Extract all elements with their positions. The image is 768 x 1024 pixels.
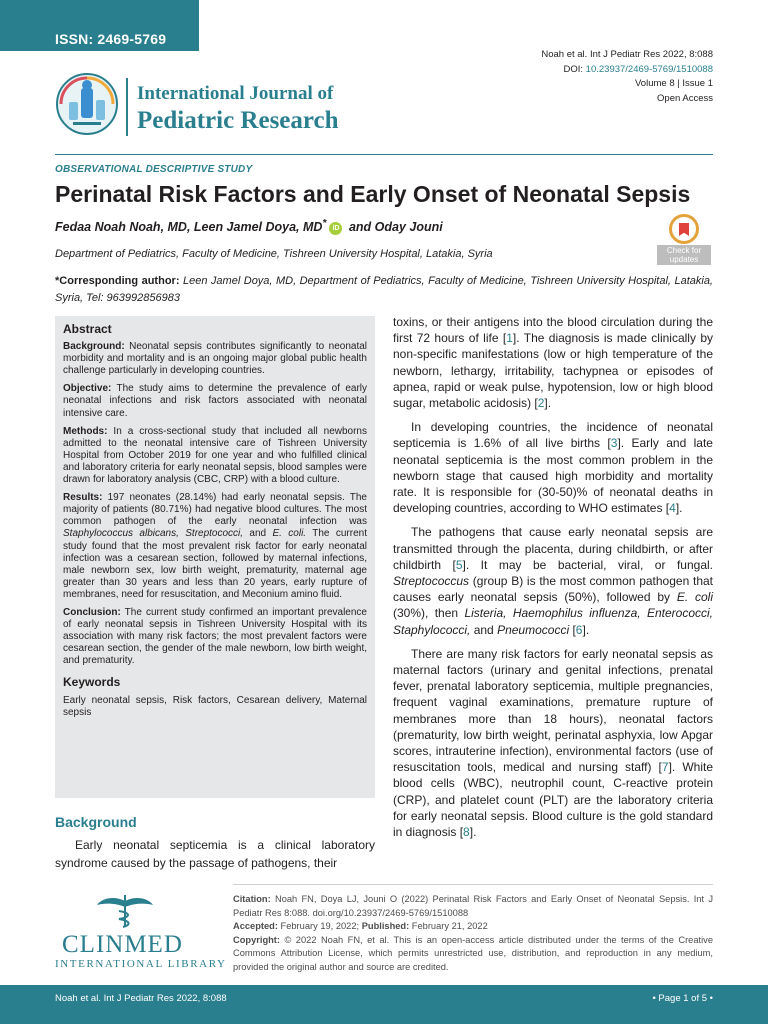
text-run: [ — [569, 622, 576, 637]
reference-link[interactable]: 4 — [669, 501, 676, 516]
corr-label: *Corresponding author: — [55, 275, 180, 287]
text-run: ]. White blood cells (WBC), neutrophil count, C-reactive protein (CRP), and platelet count (PLT) are the laboratory criteria for early neonatal sepsis. Blood culture is the gold standard in diagnosis [ — [393, 760, 713, 840]
check-for-updates-label: Check for updates — [657, 245, 711, 265]
open-access: Open Access — [657, 92, 713, 104]
page-footer — [0, 985, 768, 1024]
bookmark-icon — [669, 214, 699, 244]
study-type: OBSERVATIONAL DESCRIPTIVE STUDY — [55, 164, 253, 175]
journal-name-line2: Pediatric Research — [137, 107, 339, 134]
issn: ISSN: 2469-5769 — [55, 31, 167, 47]
accepted-label: Accepted: — [233, 921, 278, 931]
abstract-objective-label: Objective: — [63, 383, 112, 395]
abstract-objective-text: The study aims to determine the prevalence of early neonatal infections and risk factors associated with neonatal intensive care. — [63, 383, 367, 419]
abstract-background-label: Background: — [63, 341, 125, 353]
copyright-text: © 2022 Noah FN, et al. This is an open-access article distributed under the terms of the Creative Commons Attribution License, which permits unrestricted use, distribution, and reproduction in any medium, provided the original author and source are credited. — [233, 934, 713, 972]
background-heading: Background — [55, 814, 137, 830]
abstract-conclusion-text: The current study confirmed an important prevalence of early neonatal sepsis in Tishreen University Hospital with its association with many risk factors; the most prevalent factors were cesarean section, the gender of the male newborn, low birth weight, and prematurity. — [63, 606, 367, 667]
text-run: In developing countries, the incidence of neonatal septicemia is 1.6% of all live births [ — [393, 420, 713, 451]
affiliation: Department of Pediatrics, Faculty of Medicine, Tishreen University Hospital, Latakia, Syria — [55, 248, 493, 260]
doi-link[interactable]: 10.23937/2469-5769/1510088 — [585, 63, 713, 75]
organism-name: Listeria, Haemophilus influenza, Enterococci, Staphylococci, — [393, 606, 713, 637]
authors-part2: and Oday Jouni — [345, 220, 443, 235]
abstract-background — [63, 341, 367, 377]
page-number: • Page 1 of 5 • — [652, 993, 713, 1004]
body-paragraph: Early neonatal septicemia is a clinical laboratory syndrome caused by the passage of pathogens, their — [55, 838, 375, 870]
author-list — [55, 218, 443, 235]
abstract-results — [63, 492, 367, 601]
corresponding-star: * — [322, 218, 327, 229]
organism-name: Streptococcus — [393, 574, 470, 589]
reference-link[interactable]: 7 — [661, 760, 669, 775]
journal-name-line1: International Journal of — [137, 83, 334, 104]
citation-divider — [233, 884, 713, 885]
reference-link[interactable]: 1 — [506, 331, 513, 346]
text-run: (30%), then — [393, 606, 465, 621]
reference-link[interactable]: 8 — [463, 825, 470, 840]
journal-logo-icon — [55, 72, 119, 136]
volume-issue: Volume 8 | Issue 1 — [635, 78, 713, 89]
clinmed-subtitle: INTERNATIONAL LIBRARY — [55, 958, 227, 970]
abstract-results-text: 197 neonates (28.14%) had early neonatal sepsis. The majority of patients (80.71%) had negative blood cultures. The most common pathogen of the early neonatal infection was — [63, 492, 367, 528]
text-run: ]. — [582, 622, 590, 637]
abstract-conclusion-label: Conclusion: — [63, 606, 121, 618]
abstract-results-ecoli: E. coli. — [272, 528, 307, 540]
copyright — [233, 934, 713, 975]
text-run: There are many risk factors for early neonatal sepsis as maternal factors (urinary and genital infections, prenatal fever, prenatal laboratory septicemia, multiple pregnancies, frequent vaginal examinations, premature rupture of membranes more than 18 hours), neonatal factors (prematurity, low birth weight, perinatal asphyxia, low Apgar scores, intrauterine infection), environmental factors (use of resuscitation tools, medical and nursing staff) [ — [393, 646, 713, 775]
clinmed-caduceus-icon — [95, 893, 155, 929]
reference-link[interactable]: 3 — [610, 436, 618, 451]
corr-text: Leen Jamel Doya, MD, Department of Pediatrics, Faculty of Medicine, Tishreen University Hospital, Latakia, Syria, Tel: 963992856983 — [55, 275, 713, 304]
body-paragraph-3 — [393, 524, 713, 637]
text-run: ]. — [469, 825, 477, 840]
abstract-results-and: and — [243, 528, 273, 540]
text-run: (group B) is the most common pathogen that causes early neonatal sepsis (50%), followed by — [393, 574, 713, 605]
citation-block — [233, 893, 713, 974]
reference-link[interactable]: 6 — [575, 622, 583, 637]
abstract-box — [55, 316, 375, 798]
header-divider — [55, 154, 713, 155]
body-paragraph-4 — [393, 646, 713, 840]
abstract-results-text-2: The current study found that the most prevalent risk factor for early neonatal infection was a cesarean section, followed by maternal infections, male newborn sex, low birth weight, prematurity, maternal age greater than 30 years and less than 20 years, early rupture of membranes, need for resuscitation, and Meconium amino fluid. — [63, 528, 367, 600]
text-run: ]. — [675, 501, 683, 516]
published-label: Published: — [361, 921, 410, 931]
left-column-body — [55, 837, 375, 872]
footer-citation: Noah et al. Int J Pediatr Res 2022, 8:088 — [55, 993, 227, 1004]
citation — [233, 893, 713, 920]
abstract-methods-label: Methods: — [63, 425, 108, 437]
citation-label: Citation: — [233, 894, 271, 904]
keywords-heading: Keywords — [63, 675, 121, 690]
doi-label: DOI: — [563, 63, 584, 75]
text-run: ]. — [544, 396, 552, 411]
orcid-icon[interactable]: iD — [329, 222, 342, 235]
body-paragraph-2 — [393, 419, 713, 516]
keywords-text: Early neonatal sepsis, Risk factors, Cesarean delivery, Maternal sepsis — [63, 694, 367, 718]
published-date: February 21, 2022 — [409, 921, 488, 931]
abstract-heading: Abstract — [63, 322, 112, 336]
organism-name: Pneumococci — [497, 622, 570, 637]
abstract-methods — [63, 426, 367, 486]
text-run: ]. The diagnosis is made clinically by non-specific manifestations (low or high temperature of the newborn, lethargy, irritability, tachypnea or episodes of apnea, rapid or weak pulse, hypotension, low or high blood sugar, metabolic acidosis) [ — [393, 331, 714, 411]
abstract-results-label: Results: — [63, 492, 103, 504]
corresponding-author — [55, 273, 713, 306]
text-run: toxins, or their antigens into the blood circulation during the first 72 hours of life [ — [393, 315, 713, 346]
citation-short: Noah et al. Int J Pediatr Res 2022, 8:088 — [541, 49, 713, 60]
abstract-methods-text: In a cross-sectional study that included all newborns admitted to the neonatal intensive care of Tishreen University Hospital from October 2019 for one year and who fulfilled clinical and laboratory criteria for early neonatal sepsis, blood samples were drawn for laboratory analysis (CBC, CRP) with a blood culture. — [63, 425, 367, 486]
reference-link[interactable]: 2 — [537, 396, 545, 411]
clinmed-name: CLINMED — [62, 931, 183, 958]
text-run: ]. Early and late neonatal septicemia is the most common problem in the newborn stage that caused high morbidity and mortality rate. It is responsible for (30-50)% of neonatal deaths in developing countries, according to WHO estimates [ — [393, 436, 713, 516]
reference-link[interactable]: 5 — [455, 557, 463, 572]
organism-name: E. coli — [676, 590, 713, 605]
body-paragraph-1 — [393, 314, 713, 411]
logo-divider — [126, 78, 128, 136]
text-run: The pathogens that cause early neonatal sepsis are transmitted through the placenta, during childbirth, or after childbirth [ — [393, 525, 713, 572]
abstract-background-text: Neonatal sepsis contributes significantly to neonatal morbidity and mortality and is an ongoing major global public health challenge particularly in developing countries. — [63, 341, 367, 377]
accepted-date: February 19, 2022; — [277, 921, 362, 931]
article-meta — [541, 48, 713, 106]
copyright-label: Copyright: — [233, 934, 280, 945]
abstract-results-organisms: Staphylococcus albicans, Streptococci, — [63, 528, 244, 540]
right-column-body — [393, 314, 713, 848]
text-run: ]. It may be bacterial, viral, or fungal. — [462, 557, 713, 572]
authors-part1: Fedaa Noah Noah, MD, Leen Jamel Doya, MD — [55, 220, 323, 235]
text-run: and — [470, 622, 498, 637]
abstract-objective — [63, 383, 367, 419]
dates — [233, 920, 713, 934]
article-title: Perinatal Risk Factors and Early Onset of Neonatal Sepsis — [55, 181, 691, 207]
citation-text: Noah FN, Doya LJ, Jouni O (2022) Perinatal Risk Factors and Early Onset of Neonatal Sepsis. Int J Pediatr Res 8:088. doi.org/10.23937/2469-5769/1510088 — [233, 894, 713, 918]
abstract-conclusion — [63, 607, 367, 667]
doi-line — [541, 63, 713, 78]
check-for-updates-badge[interactable] — [657, 214, 711, 266]
